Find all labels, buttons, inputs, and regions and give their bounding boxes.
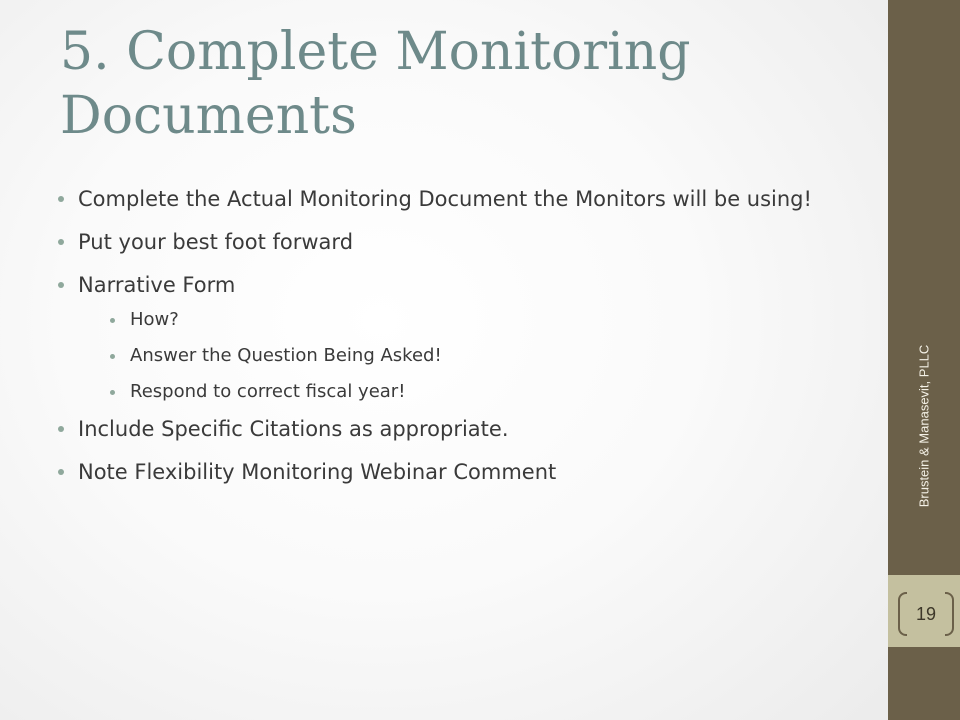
bullet-item: Put your best foot forward [56, 226, 846, 258]
bullet-item [56, 269, 846, 404]
page-number [898, 592, 954, 634]
sub-bullet-item: Respond to correct fiscal year! [108, 380, 846, 404]
page-number-text: 19 [915, 604, 937, 624]
bullet-item: Include Specific Citations as appropriate. [56, 413, 846, 445]
slide-title: 5. Complete Monitoring Documents [60, 22, 691, 146]
sub-bullet-list [78, 308, 846, 404]
sub-bullet-item: Answer the Question Being Asked! [108, 344, 846, 368]
bullet-item: Complete the Actual Monitoring Document the Monitors will be using! [56, 183, 846, 215]
bullet-list [56, 183, 846, 499]
bullet-text: Narrative Form [78, 273, 236, 297]
bullet-item: Note Flexibility Monitoring Webinar Comment [56, 456, 846, 488]
footer-text: Brustein & Manasevit, PLLC [916, 344, 932, 508]
sub-bullet-item: How? [108, 308, 846, 332]
